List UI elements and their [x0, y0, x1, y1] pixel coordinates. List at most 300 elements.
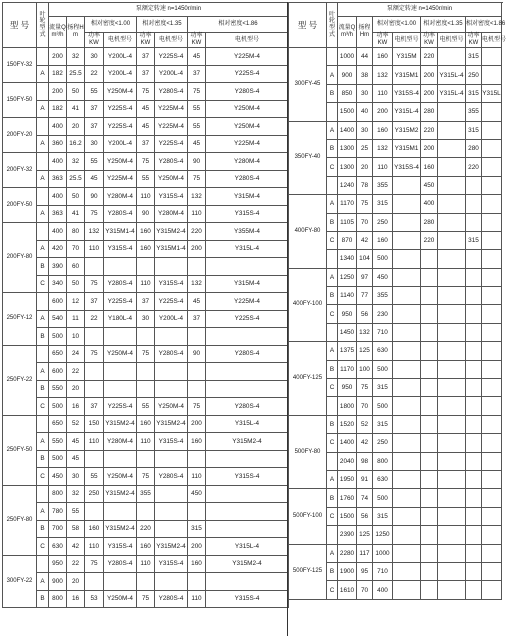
data-cell: 500 — [49, 450, 67, 468]
data-cell: C — [327, 231, 338, 249]
data-cell — [85, 328, 104, 346]
data-cell: Y315M2-4 — [155, 415, 188, 433]
data-cell — [466, 434, 482, 452]
data-cell: 650 — [49, 415, 67, 433]
data-cell: 77 — [357, 287, 373, 305]
header-motor-d186: 电机型号 — [206, 33, 289, 48]
data-cell: 363 — [49, 205, 67, 223]
data-cell — [393, 323, 421, 341]
data-cell — [438, 305, 466, 323]
data-cell — [438, 323, 466, 341]
data-cell: Y315M2-4 — [206, 555, 289, 573]
data-cell — [466, 176, 482, 194]
data-cell: 58 — [67, 520, 85, 538]
data-cell: 37 — [137, 135, 155, 153]
data-cell — [327, 397, 338, 415]
data-cell: 1300 — [338, 139, 357, 157]
data-cell: 75 — [188, 398, 206, 416]
model-cell: 250FY-12 — [3, 293, 37, 346]
data-cell: 450 — [373, 268, 393, 286]
data-cell — [327, 176, 338, 194]
data-cell: 1340 — [338, 250, 357, 268]
data-cell: 45 — [67, 433, 85, 451]
data-cell: 132 — [357, 323, 373, 341]
data-cell: 52 — [357, 415, 373, 433]
data-cell: Y280S-4 — [155, 83, 188, 101]
data-cell — [466, 268, 482, 286]
model-cell: 200FY-50 — [3, 188, 37, 223]
data-cell: 220 — [421, 231, 438, 249]
data-cell: 50 — [67, 188, 85, 206]
data-cell: B — [327, 360, 338, 378]
data-cell — [155, 485, 188, 503]
data-cell — [438, 489, 466, 507]
data-cell: Y280S-4 — [155, 345, 188, 363]
data-cell — [188, 328, 206, 346]
data-cell: 1170 — [338, 360, 357, 378]
data-cell: 30 — [85, 48, 104, 66]
data-cell — [188, 503, 206, 521]
data-cell: 75 — [85, 345, 104, 363]
pump-spec-sheet — [2, 2, 506, 636]
data-cell — [421, 342, 438, 360]
table-row — [3, 240, 289, 258]
data-cell: 37 — [85, 118, 104, 136]
table-row — [3, 380, 289, 398]
kw-unit: KW — [89, 40, 99, 46]
data-cell — [438, 287, 466, 305]
header-power-d135 — [421, 33, 438, 48]
data-cell — [466, 581, 482, 599]
data-cell: 160 — [137, 538, 155, 556]
data-cell — [155, 328, 188, 346]
data-cell: 1950 — [338, 470, 357, 488]
power-label: 功率 — [87, 33, 100, 39]
data-cell: 80 — [67, 223, 85, 241]
data-cell: Y315S-4 — [393, 158, 421, 176]
data-cell: Y280S-4 — [155, 153, 188, 171]
data-cell: 160 — [188, 555, 206, 573]
data-cell: Y250M-4 — [104, 468, 137, 486]
data-cell: 22 — [85, 310, 104, 328]
data-cell: 37 — [188, 65, 206, 83]
data-cell: Y280S-4 — [104, 275, 137, 293]
data-cell — [393, 470, 421, 488]
data-cell — [155, 503, 188, 521]
data-cell: Y315M1-4 — [155, 240, 188, 258]
data-cell: Y280M-4 — [206, 153, 289, 171]
data-cell: 110 — [373, 84, 393, 102]
data-cell — [482, 489, 502, 507]
data-cell: 37 — [85, 100, 104, 118]
header-density-186: 相对密度<1.86 — [188, 17, 289, 33]
data-cell: 315 — [373, 507, 393, 525]
data-cell: 10 — [67, 328, 85, 346]
data-cell: 355 — [373, 287, 393, 305]
data-cell — [482, 158, 502, 176]
data-cell — [393, 305, 421, 323]
data-cell: Y315L-4 — [206, 240, 289, 258]
data-cell: 53 — [85, 590, 104, 608]
data-cell — [104, 328, 137, 346]
data-cell: A — [37, 100, 49, 118]
data-cell: Y280S-4 — [206, 83, 289, 101]
table-row — [3, 450, 289, 468]
data-cell: 42 — [357, 434, 373, 452]
data-cell: 250 — [373, 434, 393, 452]
data-cell — [37, 48, 49, 66]
data-cell: A — [37, 65, 49, 83]
data-cell — [482, 379, 502, 397]
data-cell: C — [327, 507, 338, 525]
data-cell: 400 — [373, 581, 393, 599]
data-cell: Y315S-4 — [155, 433, 188, 451]
data-cell — [327, 48, 338, 66]
data-cell — [438, 581, 466, 599]
data-cell: A — [327, 342, 338, 360]
data-cell — [438, 415, 466, 433]
model-cell: 250FY-80 — [3, 485, 37, 555]
data-cell: Y315S-4 — [206, 468, 289, 486]
power-label: 功率 — [139, 33, 152, 39]
data-cell: 11 — [67, 310, 85, 328]
data-cell: Y280S-4 — [206, 398, 289, 416]
data-cell: 280 — [466, 139, 482, 157]
header-motor-d135: 电机型号 — [155, 33, 188, 48]
data-cell: 25 — [357, 139, 373, 157]
data-cell: 75 — [85, 555, 104, 573]
table-row — [3, 48, 289, 66]
data-cell: 400 — [49, 223, 67, 241]
data-cell — [482, 176, 502, 194]
data-cell: 40 — [357, 103, 373, 121]
data-cell: B — [327, 84, 338, 102]
header-motor-d100: 电机型号 — [104, 33, 137, 48]
data-cell: 650 — [49, 345, 67, 363]
data-cell: C — [327, 158, 338, 176]
data-cell: 200 — [373, 103, 393, 121]
data-cell: 78 — [357, 176, 373, 194]
header-power-d100 — [373, 33, 393, 48]
data-cell — [482, 562, 502, 580]
data-cell: Y250M-4 — [104, 590, 137, 608]
kw-unit: KW — [468, 40, 479, 46]
data-cell — [188, 363, 206, 381]
data-cell — [137, 380, 155, 398]
data-cell — [482, 544, 502, 562]
data-cell: 1760 — [338, 489, 357, 507]
data-cell — [438, 195, 466, 213]
data-cell: Y315M2 — [393, 121, 421, 139]
data-cell: 110 — [137, 188, 155, 206]
data-cell — [393, 287, 421, 305]
table-row — [3, 555, 289, 573]
data-cell: Y200L-4 — [104, 48, 137, 66]
data-cell: 32 — [67, 485, 85, 503]
data-cell — [466, 250, 482, 268]
data-cell: 110 — [137, 555, 155, 573]
data-cell: 70 — [357, 397, 373, 415]
data-cell: 1170 — [338, 195, 357, 213]
model-cell: 350FY-40 — [289, 121, 327, 195]
data-cell — [85, 363, 104, 381]
data-cell — [104, 258, 137, 276]
data-cell: 75 — [85, 275, 104, 293]
data-cell: 1400 — [338, 121, 357, 139]
data-cell: 25.5 — [67, 170, 85, 188]
data-cell: 70 — [67, 240, 85, 258]
data-cell: Y315L-4 — [206, 538, 289, 556]
table-row — [3, 433, 289, 451]
data-cell: 55 — [137, 170, 155, 188]
data-cell — [421, 434, 438, 452]
data-cell — [37, 555, 49, 573]
header-density-100: 相对密度<1.00 — [85, 17, 137, 33]
data-cell: 45 — [137, 118, 155, 136]
data-cell — [482, 507, 502, 525]
header-power-d135 — [137, 33, 155, 48]
data-cell: 500 — [49, 398, 67, 416]
table-row — [3, 345, 289, 363]
data-cell: 160 — [373, 231, 393, 249]
data-cell: 41 — [67, 100, 85, 118]
header-motor-d100: 电机型号 — [393, 33, 421, 48]
data-cell: 420 — [49, 240, 67, 258]
data-cell: 700 — [49, 520, 67, 538]
data-cell — [438, 360, 466, 378]
data-cell — [421, 526, 438, 544]
data-cell — [327, 323, 338, 341]
data-cell: 104 — [357, 250, 373, 268]
data-cell: 45 — [137, 100, 155, 118]
power-label: 功率 — [190, 33, 203, 39]
data-cell — [155, 363, 188, 381]
data-cell — [438, 434, 466, 452]
data-cell — [438, 158, 466, 176]
table-row — [3, 83, 289, 101]
data-cell — [482, 342, 502, 360]
data-cell: 160 — [373, 48, 393, 66]
data-cell — [421, 562, 438, 580]
data-cell — [393, 544, 421, 562]
data-cell — [438, 379, 466, 397]
data-cell: 315 — [373, 195, 393, 213]
data-cell: Y315S-4 — [104, 538, 137, 556]
data-cell: Y200L-4 — [155, 310, 188, 328]
data-cell: 117 — [357, 544, 373, 562]
data-cell: B — [327, 213, 338, 231]
data-cell: A — [37, 310, 49, 328]
table-row — [289, 544, 502, 562]
header-power-d100 — [85, 33, 104, 48]
data-cell: A — [327, 66, 338, 84]
data-cell: 160 — [137, 415, 155, 433]
data-cell: 25.5 — [67, 65, 85, 83]
data-cell: 32 — [67, 153, 85, 171]
data-cell — [37, 83, 49, 101]
data-cell: 182 — [49, 100, 67, 118]
data-cell: 900 — [338, 66, 357, 84]
data-cell: 160 — [188, 433, 206, 451]
data-cell: 75 — [137, 590, 155, 608]
data-cell — [155, 380, 188, 398]
data-cell: Y225S-4 — [155, 48, 188, 66]
data-cell — [393, 397, 421, 415]
data-cell: Y280M-4 — [104, 188, 137, 206]
table-row — [3, 205, 289, 223]
data-cell — [206, 503, 289, 521]
model-cell: 500FY-80 — [289, 415, 327, 489]
data-cell: 55 — [188, 118, 206, 136]
data-cell: Y200L-4 — [104, 135, 137, 153]
kw-unit: KW — [424, 40, 434, 46]
data-cell — [482, 526, 502, 544]
data-cell — [438, 507, 466, 525]
data-cell: B — [37, 590, 49, 608]
table-row — [3, 170, 289, 188]
data-cell — [188, 380, 206, 398]
data-cell — [466, 544, 482, 562]
table-row — [3, 538, 289, 556]
data-cell: 75 — [85, 205, 104, 223]
header-density-186: 相对密度<1.86 — [466, 17, 502, 33]
data-cell: 500 — [373, 489, 393, 507]
data-cell: 30 — [85, 135, 104, 153]
model-cell: 400FY-125 — [289, 342, 327, 416]
model-cell: 500FY-125 — [289, 544, 327, 599]
data-cell — [438, 342, 466, 360]
data-cell — [482, 103, 502, 121]
data-cell: Y200L-4 — [155, 65, 188, 83]
data-cell: 44 — [357, 48, 373, 66]
data-cell: Y225S-4 — [104, 293, 137, 311]
data-cell: 1000 — [338, 48, 357, 66]
data-cell: C — [327, 305, 338, 323]
data-cell: 950 — [338, 379, 357, 397]
data-cell: 70 — [357, 213, 373, 231]
model-cell: 250FY-50 — [3, 415, 37, 485]
data-cell: 132 — [373, 139, 393, 157]
model-cell: 150FY-50 — [3, 83, 37, 118]
data-cell: Y280S-4 — [206, 170, 289, 188]
kw-unit: KW — [140, 40, 151, 46]
data-cell: 37 — [85, 293, 104, 311]
data-cell: 12 — [67, 293, 85, 311]
data-cell — [466, 507, 482, 525]
data-cell: Y250M-4 — [155, 170, 188, 188]
data-cell — [327, 526, 338, 544]
data-cell: 41 — [67, 205, 85, 223]
data-cell: Y315M2-4 — [104, 485, 137, 503]
data-cell — [438, 452, 466, 470]
data-cell: 55 — [85, 153, 104, 171]
data-cell — [188, 450, 206, 468]
data-cell: Y315M2-4 — [104, 415, 137, 433]
data-cell: 125 — [357, 526, 373, 544]
data-cell — [155, 258, 188, 276]
data-cell — [421, 489, 438, 507]
data-cell — [37, 345, 49, 363]
data-cell: 1140 — [338, 287, 357, 305]
data-cell: 200 — [421, 84, 438, 102]
data-cell: 400 — [421, 195, 438, 213]
data-cell: 182 — [49, 65, 67, 83]
data-cell: 132 — [188, 275, 206, 293]
data-cell — [482, 195, 502, 213]
data-cell: 30 — [357, 121, 373, 139]
data-cell: 16 — [67, 398, 85, 416]
data-cell: 315 — [466, 48, 482, 66]
data-cell: A — [327, 470, 338, 488]
data-cell — [393, 562, 421, 580]
data-cell — [206, 363, 289, 381]
data-cell — [37, 415, 49, 433]
header-motor-d186: 电机型号 — [482, 33, 502, 48]
data-cell — [393, 379, 421, 397]
data-cell: 315 — [373, 379, 393, 397]
data-cell — [421, 360, 438, 378]
data-cell — [482, 250, 502, 268]
data-cell — [482, 66, 502, 84]
data-cell — [438, 103, 466, 121]
data-cell: 315 — [466, 121, 482, 139]
data-cell: 75 — [357, 195, 373, 213]
data-cell: 450 — [421, 176, 438, 194]
data-cell: 132 — [373, 66, 393, 84]
data-cell: 60 — [67, 258, 85, 276]
data-cell: C — [327, 434, 338, 452]
data-cell — [421, 544, 438, 562]
data-cell: 450 — [188, 485, 206, 503]
data-cell — [421, 268, 438, 286]
data-cell: A — [37, 363, 49, 381]
data-cell — [393, 526, 421, 544]
table-row — [3, 398, 289, 416]
data-cell: A — [37, 433, 49, 451]
data-cell — [421, 415, 438, 433]
data-cell: A — [37, 205, 49, 223]
power-label: 功率 — [376, 33, 389, 39]
data-cell: 340 — [49, 275, 67, 293]
table-row — [3, 188, 289, 206]
data-cell: 132 — [85, 223, 104, 241]
data-cell: 56 — [357, 507, 373, 525]
data-cell: 800 — [49, 485, 67, 503]
data-cell — [327, 452, 338, 470]
data-cell: Y250M-4 — [104, 153, 137, 171]
data-cell: 800 — [49, 590, 67, 608]
data-cell: 125 — [357, 342, 373, 360]
data-cell — [421, 470, 438, 488]
data-cell: Y315M2-4 — [155, 223, 188, 241]
header-flow: 流量Qm³/h — [49, 17, 67, 48]
data-cell — [482, 470, 502, 488]
data-cell: 500 — [373, 360, 393, 378]
data-cell: 220 — [466, 158, 482, 176]
data-cell — [482, 415, 502, 433]
data-cell: Y200L-4 — [104, 65, 137, 83]
data-cell: 363 — [49, 170, 67, 188]
data-cell — [85, 380, 104, 398]
header-power-d186 — [188, 33, 206, 48]
data-cell — [438, 526, 466, 544]
data-cell: 37 — [188, 310, 206, 328]
data-cell: A — [327, 121, 338, 139]
data-cell: 98 — [357, 452, 373, 470]
data-cell — [206, 485, 289, 503]
data-cell: 110 — [188, 590, 206, 608]
pump-table-right — [288, 2, 506, 600]
